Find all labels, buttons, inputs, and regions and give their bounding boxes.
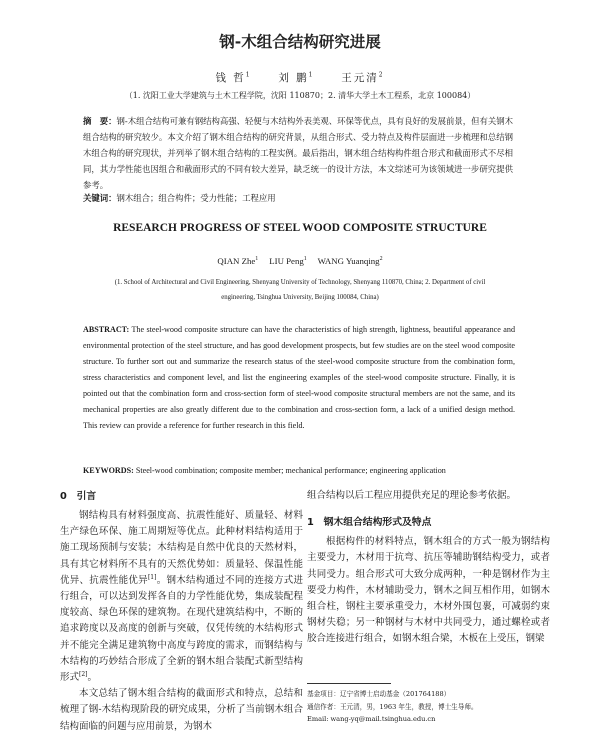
- keywords-label: 关键词：: [83, 193, 117, 203]
- abstract-label: 摘 要：: [83, 116, 117, 126]
- footnotes: [307, 688, 550, 726]
- author-name: 王元清: [341, 72, 379, 84]
- english-title: RESEARCH PROGRESS OF STEEL WOOD COMPOSITE STRUCTURE: [113, 222, 487, 234]
- english-authors: QIAN Zhe$^1$ LIU Peng$^1$ WANG Yuanqing$^2$: [217, 256, 383, 266]
- footnote-fund: 基金项目：辽宁省博士启动基金（201764188）: [307, 690, 451, 698]
- chinese-affiliation: （1. 沈阳工业大学建筑与土木工程学院，沈阳 110870；2. 清华大学土木工程系，北京 100084）: [124, 91, 476, 100]
- section-heading-intro: 0 引言: [60, 491, 97, 502]
- chinese-authors: 钱 哲$^1$ 刘 鹏$^1$ 王元清$^2$: [215, 71, 385, 84]
- footnote-divider: [307, 683, 391, 684]
- chinese-keywords: [83, 191, 513, 205]
- chinese-abstract: [83, 113, 513, 193]
- author-name: LIU Peng: [269, 256, 304, 266]
- author-name: WANG Yuanqing: [317, 256, 380, 266]
- footnote-author: 通信作者：王元清，男，1963 年生，教授，博士生导师。: [307, 702, 478, 711]
- chinese-title: 钢-木组合结构研究进展: [219, 33, 381, 51]
- english-abstract: [83, 322, 515, 434]
- author-name: 钱 哲: [215, 72, 246, 84]
- body-left-column: [60, 488, 303, 735]
- section-1-paragraph: 根据构件的材料特点，钢木组合的方式一般为钢结构主要受力，木材用于抗弯、抗压等辅助钢结构受力，或者共同受力。组合形式可大致分成两种，一种是钢材作为主要受力构件，木材辅助受力，钢木之间互相作用，如钢木组合柱，钢柱主要承重受力，木材外围包裹，可减弱约束钢材失稳；另一种钢材与木材中共同受力，通过螺栓或者胶合连接进行组合，如钢木组合梁，木板在上受压，钢梁: [307, 536, 550, 645]
- intro-paragraph: 钢结构具有材料强度高、抗震性能好、质量轻、材料生产绿色环保、施工周期短等优点。此种材料结构适用于施工现场预制与安装；木结构是自然中优良的天然材料，具有其它材料所不具有的天然优势如：质量轻、保温性能优异、抗震性能优异[1]。钢木结构通过不同的连接方式进行组合，可以达到发挥各自的力学性能优势，集成装配程度较高、绿色环保的建筑物。在现代建筑结构中，不断的追求跨度以及高度的创新与突破，仅凭传统的木结构形式并不能完全满足建筑物中高度与跨度的需求，而钢结构与木结构的巧妙结合形成了全新的钢木组合装配式新型结构形式[2]。: [60, 510, 303, 684]
- keywords-label: KEYWORDS:: [83, 466, 134, 475]
- footnote-email: Email: wang-yq@mail.tsinghua.edu.cn: [307, 715, 436, 723]
- keywords-text: 钢木组合；组合构件；受力性能；工程应用: [116, 193, 276, 203]
- english-affiliation: (1. School of Architectural and Civil Engineering, Shenyang University of Technology, Shenyang 110870, China; 2. Department of civil engineering, Tsinghua University, Beijing 100084, China): [114, 279, 486, 301]
- intro-paragraph: 本文总结了钢木组合结构的截面形式和特点，总结和梳理了钢-木结构现阶段的研究成果，分析了当前钢木组合结构面临的问题与应用前景，为钢木: [60, 688, 303, 732]
- continued-paragraph: 组合结构以后工程应用提供充足的理论参考依据。: [307, 490, 517, 501]
- author-name: 刘 鹏: [278, 72, 309, 84]
- citation: [1]: [147, 573, 157, 581]
- citation: [2]: [79, 670, 88, 678]
- author-name: QIAN Zhe: [217, 256, 256, 266]
- abstract-text: The steel-wood composite structure can have the characteristics of high strength, lightness, beautiful appearance and environmental protection of the steel structure, and has good development prospects, but few studies are on the steel wood composite structure. To further sort out and summarize the research status of the steel-wood composite structure from the combination form, stress characteristics and component level, and list the engineering examples of the steel-wood composite structure. Finally, it is pointed out that the combination form and cross-section form of steel-wood composite structural members are not the same, and its mechanical properties are also greatly different due to the combination and cross-section form, a lack of a unified design method. This review can provide a reference for further research in this field.: [83, 325, 515, 430]
- section-heading-1: 1 钢木组合结构形式及特点: [307, 517, 432, 529]
- keywords-text: Steel-wood combination; composite member; mechanical performance; engineering application: [135, 466, 446, 475]
- english-keywords: [83, 466, 515, 475]
- abstract-text: 钢-木组合结构可兼有钢结构高强、轻便与木结构外表美观、环保等优点，具有良好的发展前景，但有关钢木组合结构的研究较少。本文介绍了钢木组合结构的研究背景，从组合形式、受力特点及构件层面进一步梳理和总结钢木组合构的研究现状，并列举了钢木组合结构的工程实例。最后指出，钢木组合结构构件组合形式和截面形式不尽相同，其力学性能也因组合和截面形式的不同有较大差异，缺乏统一的设计方法，本文综述可为该领域进一步研究提供参考。: [83, 116, 514, 190]
- body-right-column: [307, 488, 550, 648]
- abstract-label: ABSTRACT:: [83, 325, 130, 334]
